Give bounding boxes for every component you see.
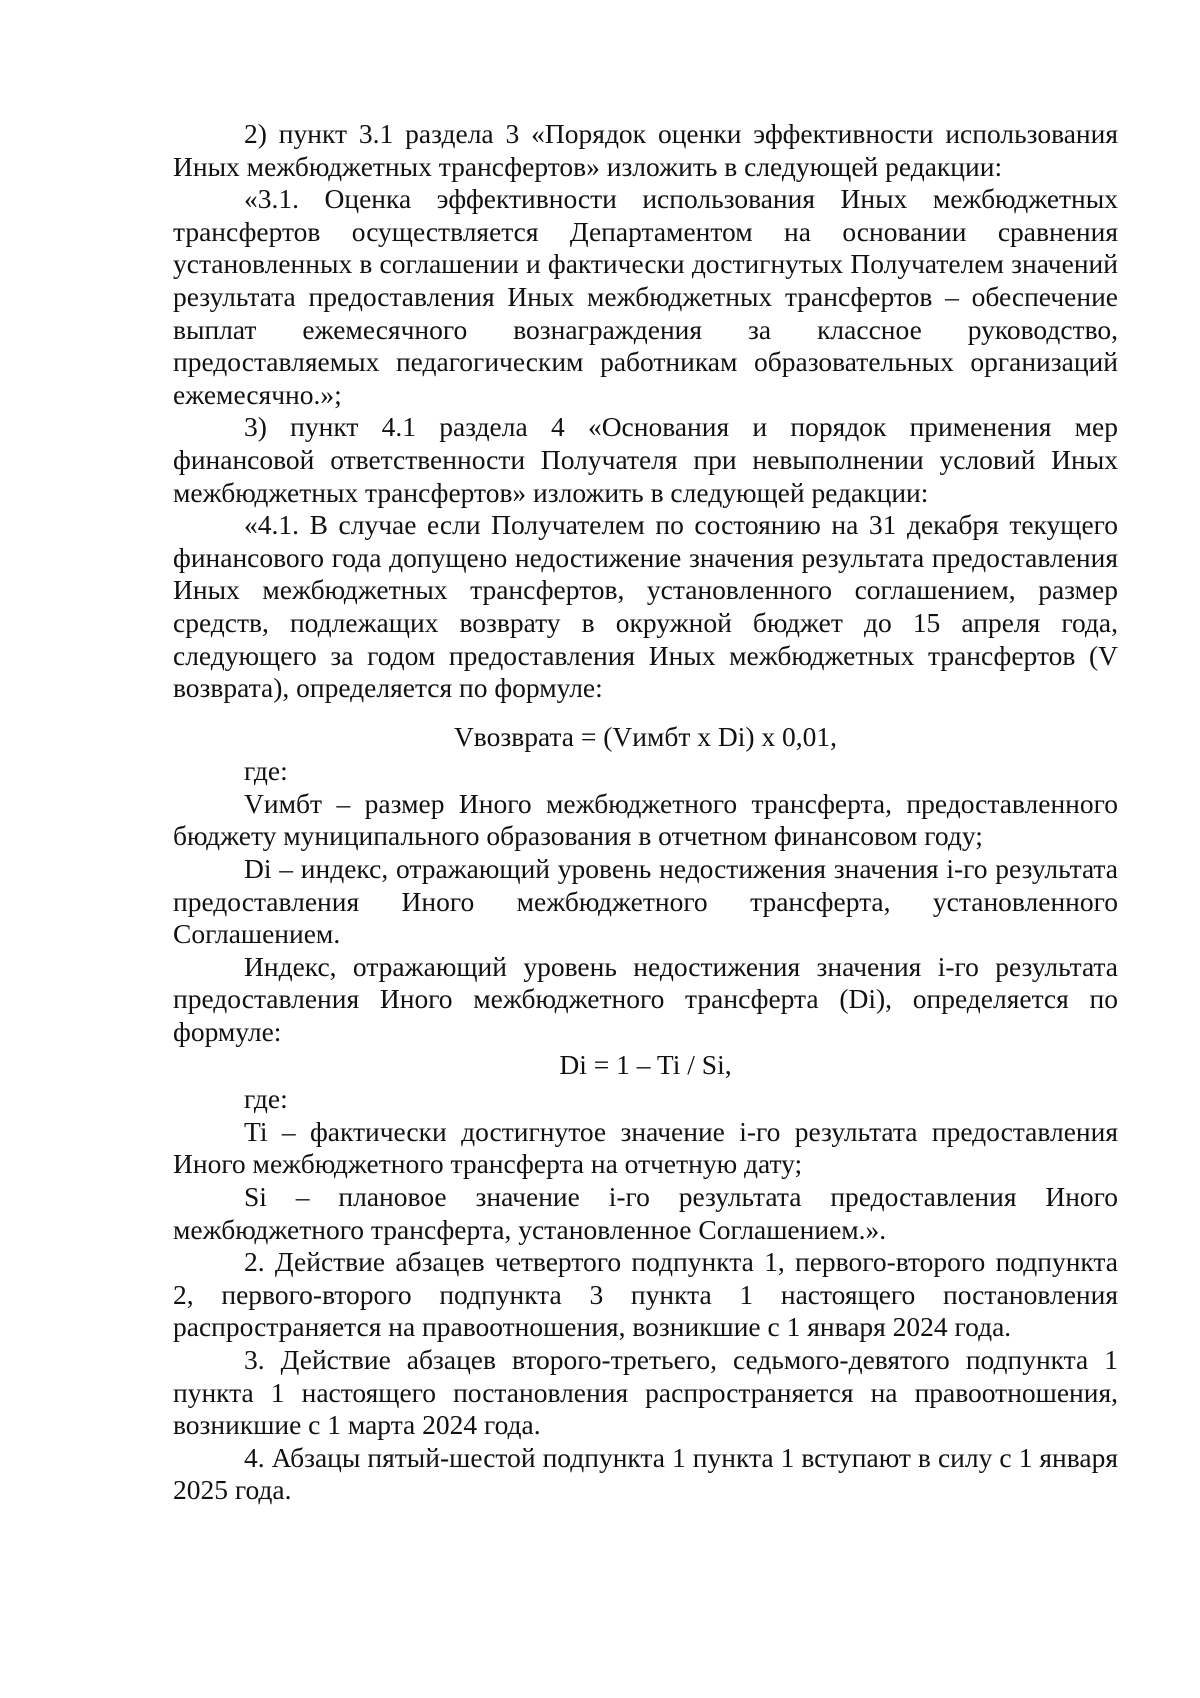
paragraph-item-2: 2. Действие абзацев четвертого подпункта 1, первого-второго подпункта 2, первого-второго подпункта 3 пункта 1 настоящего постановления распространяется на правоотношения, возникшие с 1 января 2024 года. [173, 1246, 1118, 1343]
paragraph-item-3: 3. Действие абзацев второго-третьего, седьмого-девятого подпункта 1 пункта 1 настоящего постановления распространяется на правоотношения, возникшие с 1 марта 2024 года. [173, 1343, 1118, 1441]
definition-ti: Ti – фактически достигнутое значение i-го результата предоставления Иного межбюджетного трансферта на отчетную дату; [173, 1115, 1118, 1180]
definition-si: Si – плановое значение i-го результата предоставления Иного межбюджетного трансферта, установленное Соглашением.». [173, 1181, 1118, 1245]
paragraph-clause-4-1: «4.1. В случае если Получателем по состоянию на 31 декабря текущего финансового года допущено недостижение значения результата предоставления Иных межбюджетных трансфертов, установленного соглашением, размер средств, подлежащих возврату в окружной бюджет до 15 апреля года, следующего за годом предоставления Иных межбюджетных трансфертов (V возврата), определяется по формуле: [173, 509, 1118, 704]
paragraph-subitem-2: 2) пункт 3.1 раздела 3 «Порядок оценки эффективности использования Иных межбюджетных трансфертов» изложить в следующей редакции: [173, 118, 1118, 182]
where-label-1: где: [244, 755, 288, 787]
document-body [173, 118, 1118, 1507]
formula-v-return: Vвозврата = (Vимбт x Di) x 0,01, [453, 720, 838, 752]
paragraph-item-4: 4. Абзацы пятый-шестой подпункта 1 пункта 1 вступают в силу с 1 января 2025 года. [173, 1441, 1118, 1506]
definition-v-imbt: Vимбт – размер Иного межбюджетного трансферта, предоставленного бюджету муниципального образования в отчетном финансовом году; [173, 787, 1118, 852]
formula-di: Di = 1 – Ti / Si, [559, 1048, 732, 1080]
paragraph-clause-3-1: «3.1. Оценка эффективности использования Иных межбюджетных трансфертов осуществляется Департаментом на основании сравнения установленных в соглашении и фактически достигнутых Получателем значений результата предоставления Иных межбюджетных трансфертов – обеспечение выплат ежемесячного вознаграждения за классное руководство, предоставляемых педагогическим работникам образовательных организаций ежемесячно.»; [173, 183, 1118, 410]
paragraph-subitem-3: 3) пункт 4.1 раздела 4 «Основания и порядок применения мер финансовой ответственности Получателя при невыполнении условий Иных межбюджетных трансфертов» изложить в следующей редакции: [173, 411, 1118, 508]
where-label-2: где: [244, 1083, 288, 1115]
paragraph-index-di: Индекс, отражающий уровень недостижения значения i-го результата предоставления Иного межбюджетного трансферта (Di), определяется по формуле: [173, 950, 1118, 1048]
definition-di: Di – индекс, отражающий уровень недостижения значения i-го результата предоставления Иного межбюджетного трансферта, установленного Соглашением. [173, 853, 1118, 950]
